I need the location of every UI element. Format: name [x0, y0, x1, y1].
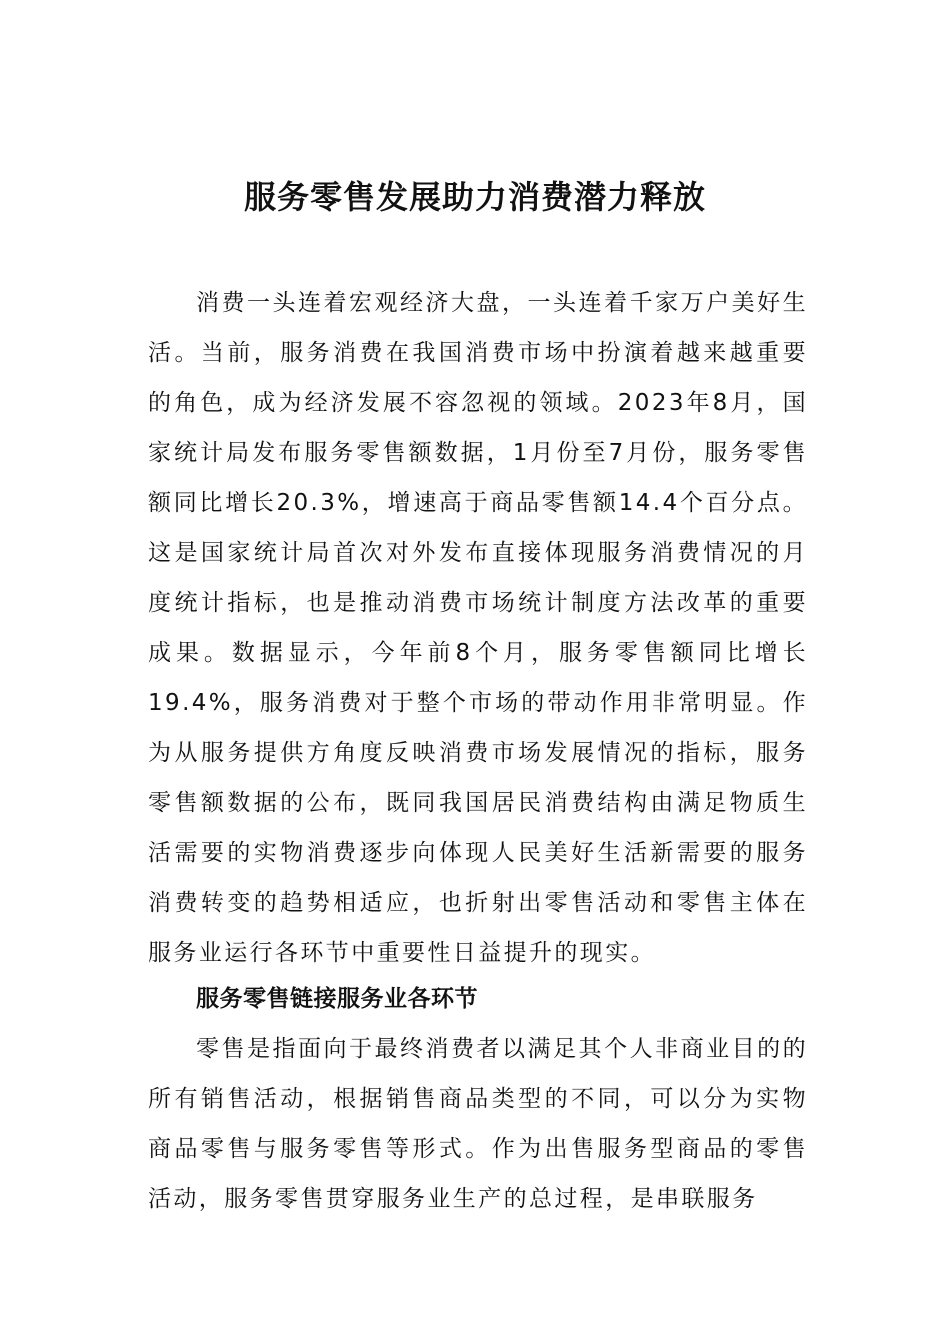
section-subheading: 服务零售链接服务业各环节: [196, 986, 478, 1012]
body-paragraph-2: 零售是指面向于最终消费者以满足其个人非商业目的的所有销售活动，根据销售商品类型的不同，可以分为实物商品零售与服务零售等形式。作为出售服务型商品的零售活动，服务零售贯穿服务业生产的总过程，是串联服务: [148, 1036, 808, 1212]
body-paragraph-1: 消费一头连着宏观经济大盘，一头连着千家万户美好生活。当前，服务消费在我国消费市场中扮演着越来越重要的角色，成为经济发展不容忽视的领域。2023年8月，国家统计局发布服务零售额数据，1月份至7月份，服务零售额同比增长20.3%，增速高于商品零售额14.4个百分点。这是国家统计局首次对外发布直接体现服务消费情况的月度统计指标，也是推动消费市场统计制度方法改革的重要成果。数据显示，今年前8个月，服务零售额同比增长19.4%，服务消费对于整个市场的带动作用非常明显。作为从服务提供方角度反映消费市场发展情况的指标，服务零售额数据的公布，既同我国居民消费结构由满足物质生活需要的实物消费逐步向体现人民美好生活新需要的服务消费转变的趋势相适应，也折射出零售活动和零售主体在服务业运行各环节中重要性日益提升的现实。: [148, 290, 808, 966]
document-title: 服务零售发展助力消费潜力释放: [243, 178, 706, 216]
